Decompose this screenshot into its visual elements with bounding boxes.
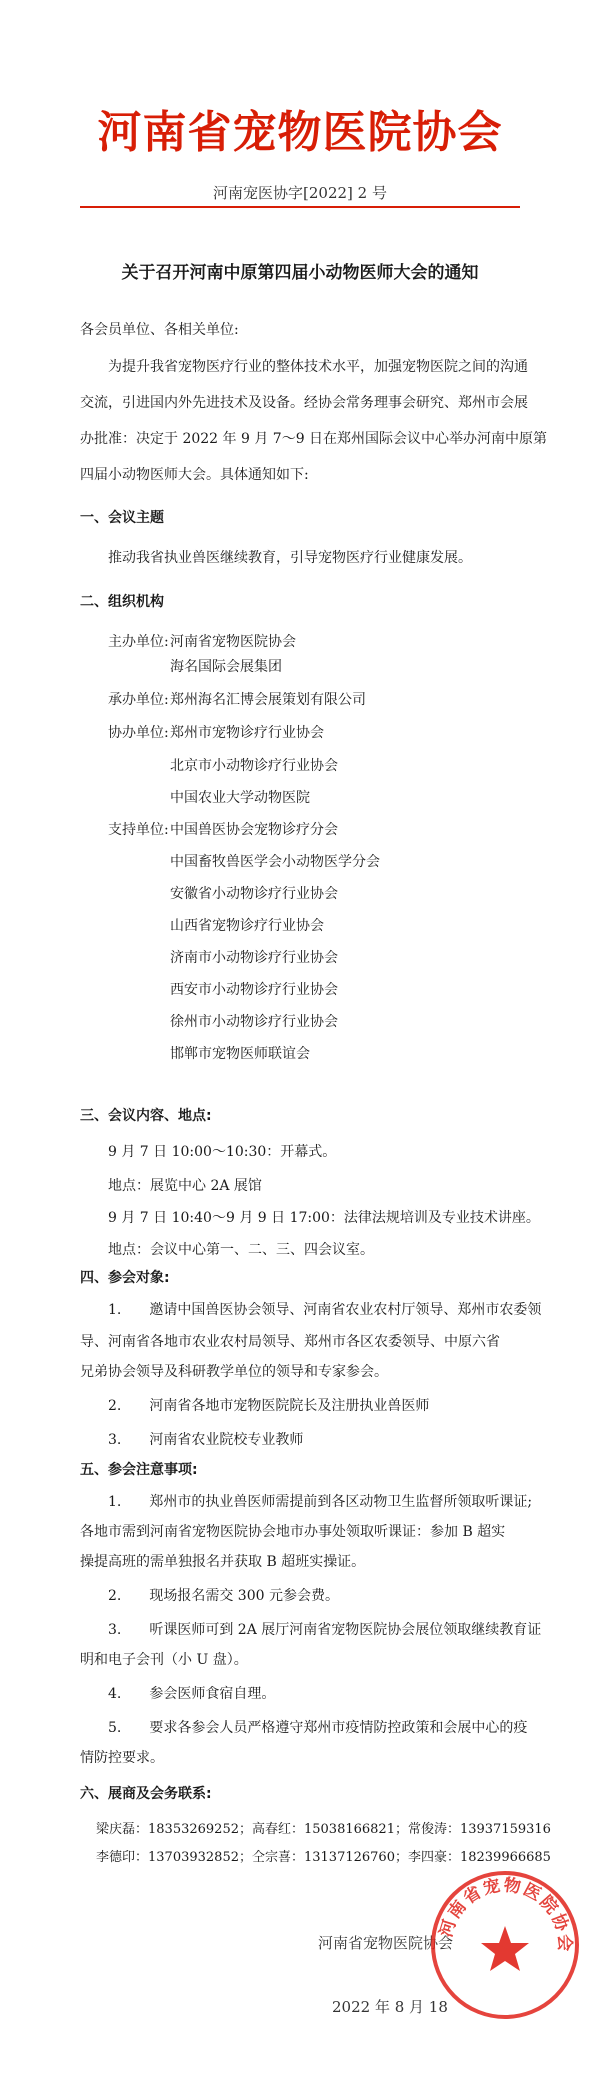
- red-divider-line: [80, 206, 520, 208]
- supporter-1: 中国兽医协会宠物诊疗分会: [170, 822, 338, 838]
- host-2: 海名国际会展集团: [170, 659, 282, 675]
- host-1: 河南省宠物医院协会: [170, 634, 296, 650]
- co-organizer-label: 协办单位:: [108, 725, 169, 741]
- intro-line-2: 交流，引进国内外先进技术及设备。经协会常务理事会研究、郑州市会展: [80, 395, 528, 411]
- intro-line-4: 四届小动物医师大会。具体通知如下:: [80, 467, 309, 483]
- note-item-2: 2. 现场报名需交 300 元参会费。: [108, 1588, 339, 1604]
- section-5-heading: 五、参会注意事项:: [80, 1462, 198, 1478]
- note-item-4: 4. 参会医师食宿自理。: [108, 1686, 276, 1702]
- section-1-text: 推动我省执业兽医继续教育，引导宠物医疗行业健康发展。: [108, 550, 472, 566]
- schedule-line-3: 9 月 7 日 10:40～9 月 9 日 17:00：法律法规培训及专业技术讲座。: [108, 1210, 540, 1226]
- signature-org: 河南省宠物医院协会: [318, 1934, 454, 1952]
- schedule-line-1: 9 月 7 日 10:00～10:30：开幕式。: [108, 1144, 337, 1160]
- section-3-heading: 三、会议内容、地点:: [80, 1108, 212, 1124]
- supporter-2: 中国畜牧兽医学会小动物医学分会: [170, 854, 380, 870]
- note-item-3-line-1: 3. 听课医师可到 2A 展厅河南省宠物医院协会展位领取继续教育证: [108, 1622, 542, 1638]
- supporter-7: 徐州市小动物诊疗行业协会: [170, 1014, 338, 1030]
- note-item-5-line-2: 情防控要求。: [80, 1750, 164, 1766]
- signature-date: 2022 年 8 月 18: [332, 1998, 448, 2016]
- note-item-1-line-2: 各地市需到河南省宠物医院协会地市办事处领取听课证：参加 B 超实: [80, 1524, 506, 1540]
- supporter-5: 济南市小动物诊疗行业协会: [170, 950, 338, 966]
- organizer-1: 郑州海名汇博会展策划有限公司: [170, 692, 366, 708]
- note-item-5-line-1: 5. 要求各参会人员严格遵守郑州市疫情防控政策和会展中心的疫: [108, 1720, 528, 1736]
- note-item-3-line-2: 明和电子会刊（小 U 盘）。: [80, 1652, 248, 1668]
- note-item-1-line-3: 操提高班的需单独报名并获取 B 超班实操证。: [80, 1554, 366, 1570]
- organizer-label: 承办单位:: [108, 692, 169, 708]
- contacts-line-1: 梁庆磊：18353269252；高春红：15038166821；常俊涛：13937159316: [96, 1822, 551, 1837]
- section-4-heading: 四、参会对象:: [80, 1270, 170, 1286]
- host-label: 主办单位:: [108, 634, 169, 650]
- note-item-1-line-1: 1. 郑州市的执业兽医师需提前到各区动物卫生监督所领取听课证;: [108, 1494, 533, 1510]
- section-2-heading: 二、组织机构: [80, 594, 164, 610]
- supporter-4: 山西省宠物诊疗行业协会: [170, 918, 324, 934]
- attendee-item-1-line-1: 1. 邀请中国兽医协会领导、河南省农业农村厅领导、郑州市农委领: [108, 1302, 542, 1318]
- salutation: 各会员单位、各相关单位:: [80, 322, 239, 338]
- attendee-item-2: 2. 河南省各地市宠物医院院长及注册执业兽医师: [108, 1398, 430, 1414]
- attendee-item-1-line-3: 兄弟协会领导及科研教学单位的领导和专家参会。: [80, 1364, 388, 1380]
- schedule-line-4: 地点：会议中心第一、二、三、四会议室。: [108, 1242, 374, 1258]
- section-1-heading: 一、会议主题: [80, 510, 164, 526]
- co-organizer-3: 中国农业大学动物医院: [170, 790, 310, 806]
- org-header-title: 河南省宠物医院协会: [97, 107, 503, 158]
- document-number: 河南宠医协字[2022] 2 号: [213, 184, 387, 202]
- supporter-label: 支持单位:: [108, 822, 169, 838]
- co-organizer-2: 北京市小动物诊疗行业协会: [170, 758, 338, 774]
- supporter-8: 邯郸市宠物医师联谊会: [170, 1046, 310, 1062]
- supporter-3: 安徽省小动物诊疗行业协会: [170, 886, 338, 902]
- notice-title: 关于召开河南中原第四届小动物医师大会的通知: [121, 263, 479, 283]
- schedule-line-2: 地点：展览中心 2A 展馆: [108, 1178, 262, 1194]
- seal-text: 河南省宠物医院协会: [436, 1875, 575, 1954]
- intro-line-3: 办批准：决定于 2022 年 9 月 7～9 日在郑州国际会议中心举办河南中原第: [80, 431, 548, 447]
- section-6-heading: 六、展商及会务联系:: [80, 1786, 212, 1802]
- official-seal-stamp: [428, 1868, 582, 2022]
- attendee-item-3: 3. 河南省农业院校专业教师: [108, 1432, 304, 1448]
- attendee-item-1-line-2: 导、河南省各地市农业农村局领导、郑州市各区农委领导、中原六省: [80, 1334, 500, 1350]
- intro-line-1: 为提升我省宠物医疗行业的整体技术水平，加强宠物医院之间的沟通: [108, 359, 528, 375]
- supporter-6: 西安市小动物诊疗行业协会: [170, 982, 338, 998]
- seal-star-icon: [481, 1926, 529, 1971]
- contacts-line-2: 李德印：13703932852；仝宗喜：13137126760；李四豪：18239966685: [96, 1850, 551, 1865]
- co-organizer-1: 郑州市宠物诊疗行业协会: [170, 725, 324, 741]
